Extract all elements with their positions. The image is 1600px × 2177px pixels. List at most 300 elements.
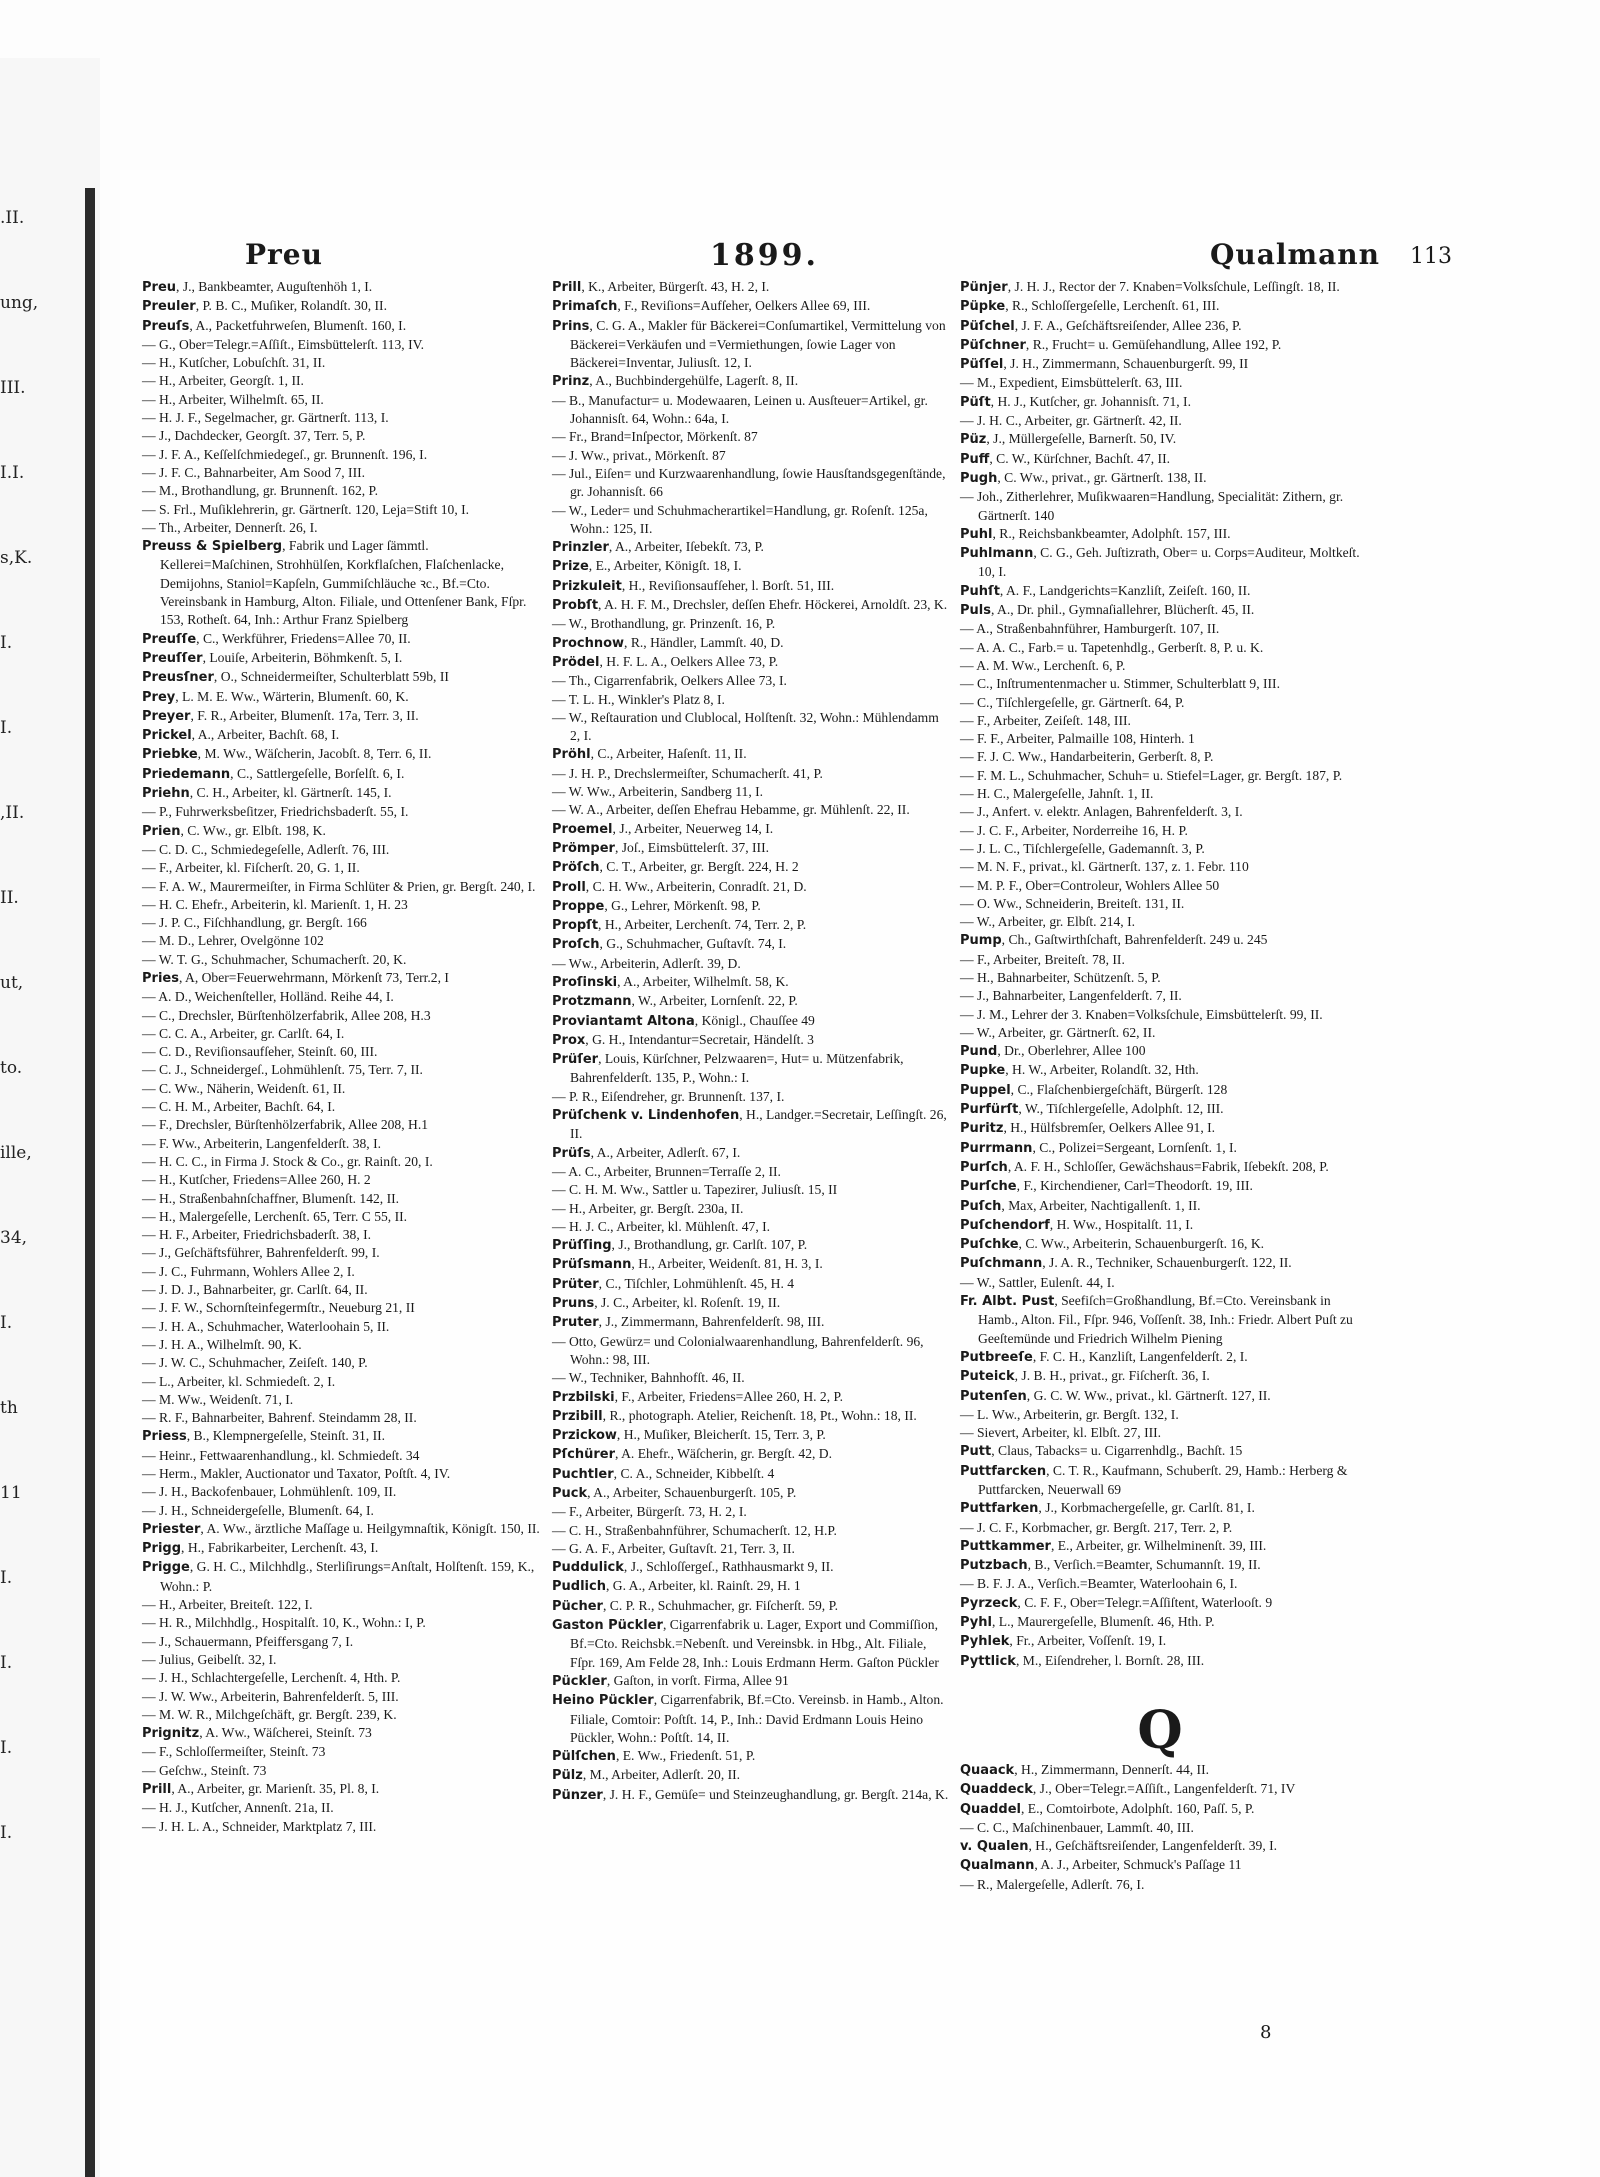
previous-page-fragment: I. <box>0 1738 13 1758</box>
entry-surname: Puſchendorf <box>960 1217 1050 1233</box>
directory-entry: — J. F. C., Bahnarbeiter, Am Sood 7, III. <box>142 464 366 480</box>
header-year: 1899. <box>710 238 819 273</box>
entry-surname: Prien <box>142 823 181 839</box>
directory-entry: Prey, L. M. E. Ww., Wärterin, Blumenſt. 60, K. <box>142 688 409 705</box>
previous-page-fragment: ung, <box>0 293 39 313</box>
previous-page-fragment: 11 <box>0 1483 22 1503</box>
directory-entry: — J., Bahnarbeiter, Langenfelderſt. 7, II. <box>960 988 1182 1004</box>
previous-page-fragment: s,K. <box>0 548 33 568</box>
directory-entry: — J., Dachdecker, Georgſt. 37, Terr. 5, P. <box>142 428 366 444</box>
entry-surname: Pücher <box>552 1598 603 1614</box>
previous-page-fragment: I. <box>0 1823 13 1843</box>
directory-entry: Proll, C. H. Ww., Arbeiterin, Conradſt. 21, D. <box>552 878 807 895</box>
entry-surname: Prüſchenk v. Lindenhofen <box>552 1108 740 1124</box>
previous-page-fragment: to. <box>0 1058 23 1078</box>
directory-entry: Przibill, R., photograph. Atelier, Reichenſt. 18, Pt., Wohn.: 18, II. <box>552 1407 917 1424</box>
letter-section-q <box>960 1701 1360 1761</box>
directory-entry: Püſchel, J. F. A., Geſchäftsreiſender, Allee 236, P. <box>960 317 1242 334</box>
directory-entry: — J. H. A., Wilhelmſt. 90, K. <box>142 1336 302 1352</box>
entry-surname: Putenſen <box>960 1388 1027 1404</box>
directory-entry: — A. M. Ww., Lerchenſt. 6, P. <box>960 657 1126 673</box>
directory-entry: Pünjer, J. H. J., Rector der 7. Knaben=Volksſchule, Leſſingſt. 18, II. <box>960 279 1340 295</box>
directory-entry: Putzbach, B., Verſich.=Beamter, Schumannſt. 19, II. <box>960 1557 1261 1574</box>
directory-entry: — F., Drechsler, Bürſtenhölzerfabrik, Allee 208, H.1 <box>142 1117 429 1133</box>
directory-entry: Purrmann, C., Polizei=Sergeant, Lornſenſt. 1, I. <box>960 1139 1237 1156</box>
previous-page-fragment: ille, <box>0 1143 32 1163</box>
directory-entry: — J. F. A., Keſſelſchmiedegeſ., gr. Brunnenſt. 196, I. <box>142 446 428 462</box>
entry-surname: Pünjer <box>960 280 1008 295</box>
directory-entry: Priebke, M. Ww., Wäſcherin, Jacobſt. 8, Terr. 6, II. <box>142 746 432 763</box>
directory-entry: Preuss & Spielberg, Fabrik und Lager ſämmtl. Kellerei=Maſchinen, Strohhülſen, Korkflaſchen, Flaſchenlacke, Demijohns, Staniol=Kapſeln, Gummiſchläuche ꝛc., Bf.=Cto. Vereinsbank in Hamburg, Alton. Filiale, und Ottenſener Bank, Fſpr. 153, Rotheſt. 64, Inh.: Arthur Franz Spielberg <box>142 538 527 628</box>
directory-entry: Priess, B., Klempnergeſelle, Steinſt. 31, II. <box>142 1428 386 1445</box>
directory-entry: — Ww., Arbeiterin, Adlerſt. 39, D. <box>552 955 741 971</box>
directory-entry: Priester, A. Ww., ärztliche Maſſage u. Heilgymnaſtik, Königſt. 150, II. <box>142 1520 540 1537</box>
directory-entry: — H., Kutſcher, Lobuſchſt. 31, II. <box>142 355 326 371</box>
directory-entry: Pyrzeck, C. F. F., Ober=Telegr.=Aſſiſtent, Waterlooſt. 9 <box>960 1594 1273 1611</box>
directory-entry: Przbilski, F., Arbeiter, Friedens=Allee 260, H. 2, P. <box>552 1388 843 1405</box>
directory-entry: Preuſſer, Louiſe, Arbeiterin, Böhmkenſt. 5, I. <box>142 649 403 666</box>
section-initial: Q <box>1137 1699 1183 1761</box>
entry-surname: Püſſel <box>960 357 1004 373</box>
directory-entry: Prüſchenk v. Lindenhofen, H., Landger.=Secretair, Leſſingſt. 26, II. <box>552 1107 947 1142</box>
directory-entry: Prömper, Joſ., Eimsbüttelerſt. 37, III. <box>552 839 769 856</box>
entry-surname: Pruns <box>552 1296 595 1312</box>
directory-entry: — Otto, Gewürz= und Colonialwaarenhandlung, Bahrenfelderſt. 96, Wohn.: 98, III. <box>552 1333 924 1367</box>
directory-entry: — F. M. L., Schuhmacher, Schuh= u. Stiefel=Lager, gr. Bergſt. 187, P. <box>960 767 1343 783</box>
previous-page-fragment: ut, <box>0 973 24 993</box>
directory-entry: — C. J., Schneidergeſ., Lohmühlenſt. 75, Terr. 7, II. <box>142 1062 423 1078</box>
entry-surname: Prins <box>552 318 590 334</box>
entry-surname: Preu <box>142 280 177 295</box>
directory-entry: Prigg, H., Fabrikarbeiter, Lerchenſt. 43, I. <box>142 1540 379 1557</box>
entry-surname: Püpke <box>960 299 1006 315</box>
entry-surname: Pruter <box>552 1315 599 1331</box>
directory-entry: Prill, A., Arbeiter, gr. Marienſt. 35, Pl. 8, I. <box>142 1781 380 1798</box>
directory-entry: — J. W. C., Schuhmacher, Zeiſeſt. 140, P. <box>142 1355 368 1371</box>
directory-entry: Purſche, F., Kirchendiener, Carl=Theodorſt. 19, III. <box>960 1178 1253 1195</box>
entry-surname: Pyhl <box>960 1615 992 1631</box>
entry-surname: Qualmann <box>960 1858 1035 1874</box>
directory-entry: — W., Arbeiter, gr. Elbſt. 214, I. <box>960 914 1136 930</box>
directory-entry: Primaſch, F., Reviſions=Aufſeher, Oelkers Allee 69, III. <box>552 298 871 315</box>
directory-entry: Prüter, C., Tiſchler, Lohmühlenſt. 45, H. 4 <box>552 1275 795 1292</box>
entry-surname: Prömper <box>552 840 615 856</box>
directory-entry: — J. Ww., privat., Mörkenſt. 87 <box>552 447 726 463</box>
directory-entry: — A. A. C., Farb.= u. Tapetenhdlg., Gerberſt. 8, P. u. K. <box>960 639 1264 655</box>
directory-entry: — J. H., Schneidergeſelle, Blumenſt. 64, I. <box>142 1502 374 1518</box>
directory-entry: — H., Arbeiter, Georgſt. 1, II. <box>142 373 304 389</box>
entry-surname: v. Qualen <box>960 1839 1029 1855</box>
directory-entry: — M., Expedient, Eimsbüttelerſt. 63, III. <box>960 375 1183 391</box>
directory-entry: — Geſchw., Steinſt. 73 <box>142 1762 267 1778</box>
entry-surname: Gaston Pückler <box>552 1618 663 1634</box>
directory-entry: Pröhl, C., Arbeiter, Haſenſt. 11, II. <box>552 746 747 763</box>
entry-surname: Pröhl <box>552 747 591 763</box>
directory-entry: Putt, Claus, Tabacks= u. Cigarrenhdlg., Bachſt. 15 <box>960 1443 1243 1460</box>
directory-entry: — H., Kutſcher, Friedens=Allee 260, H. 2 <box>142 1172 371 1188</box>
directory-entry: Puls, A., Dr. phil., Gymnaſiallehrer, Blücherſt. 45, II. <box>960 602 1255 619</box>
directory-entry: — Th., Arbeiter, Dennerſt. 26, I. <box>142 519 318 535</box>
entry-surname: Puhſt <box>960 583 1000 599</box>
directory-entry: — H., Straßenbahnſchaffner, Blumenſt. 142, II. <box>142 1190 400 1206</box>
directory-entry: — H. C. C., in Firma J. Stock & Co., gr. Rainſt. 20, I. <box>142 1153 433 1169</box>
previous-page-fragment: I. <box>0 633 13 653</box>
entry-surname: Pyttlick <box>960 1653 1016 1669</box>
directory-entry: Puhſt, A. F., Landgerichts=Kanzliſt, Zeiſeſt. 160, II. <box>960 582 1251 599</box>
entry-surname: Prinz <box>552 374 590 390</box>
entry-surname: Pünzer <box>552 1787 603 1803</box>
directory-entry: — F. Ww., Arbeiterin, Langenfelderſt. 38, I. <box>142 1135 382 1151</box>
directory-entry: — A. C., Arbeiter, Brunnen=Terraſſe 2, II. <box>552 1163 781 1179</box>
directory-entry: — S. Frl., Muſiklehrerin, gr. Gärtnerſt. 120, Leja=Stift 10, I. <box>142 501 470 517</box>
directory-entry: Proppe, G., Lehrer, Mörkenſt. 98, P. <box>552 897 761 914</box>
directory-entry: Propſt, H., Arbeiter, Lerchenſt. 74, Terr. 2, P. <box>552 917 807 934</box>
directory-entry: Pückler, Gaſton, in vorſt. Firma, Allee 91 <box>552 1672 789 1689</box>
directory-entry: — C. C., Maſchinenbauer, Lammſt. 40, III. <box>960 1819 1194 1835</box>
directory-entry: Pugh, C. Ww., privat., gr. Gärtnerſt. 138, II. <box>960 469 1207 486</box>
directory-entry: — J. H. L. A., Schneider, Marktplatz 7, III. <box>142 1818 377 1834</box>
directory-entry: Puchtler, C. A., Schneider, Kibbelſt. 4 <box>552 1465 775 1482</box>
directory-entry: Qualmann, A. J., Arbeiter, Schmuck's Paſſage 11 <box>960 1857 1242 1874</box>
entry-surname: Purrmann <box>960 1140 1033 1156</box>
entry-surname: Proemel <box>552 821 613 837</box>
directory-entry: — B., Manufactur= u. Modewaaren, Leinen u. Ausſteuer=Artikel, gr. Johannisſt. 64, Wohn.: 64a, I. <box>552 392 928 427</box>
entry-surname: Putbreeſe <box>960 1349 1033 1365</box>
entry-surname: Proppe <box>552 898 605 914</box>
directory-entry: — W., Arbeiter, gr. Gärtnerſt. 62, II. <box>960 1024 1156 1040</box>
directory-entry: — J. W. Ww., Arbeiterin, Bahrenfelderſt. 5, III. <box>142 1688 399 1704</box>
previous-page-fragment: ,II. <box>0 803 25 823</box>
entry-surname: Przbilski <box>552 1389 615 1405</box>
directory-entry: Pump, Ch., Gaſtwirthſchaft, Bahrenfelderſt. 249 u. 245 <box>960 932 1268 949</box>
directory-entry: — H., Arbeiter, gr. Bergſt. 230a, II. <box>552 1200 744 1216</box>
entry-surname: Püz <box>960 432 987 448</box>
directory-entry: Prüſsmann, H., Arbeiter, Weidenſt. 81, H. 3, I. <box>552 1256 823 1273</box>
directory-entry: — O. Ww., Schneiderin, Breiteſt. 131, II. <box>960 895 1185 911</box>
entry-surname: Prigge <box>142 1560 190 1576</box>
entry-surname: Przibill <box>552 1408 603 1424</box>
previous-page-fragment: .II. <box>0 208 25 228</box>
entry-surname: Proſch <box>552 937 600 953</box>
entry-surname: Puls <box>960 603 991 619</box>
entry-surname: Pund <box>960 1044 998 1060</box>
directory-entry: — H. C., Malergeſelle, Jahnſt. 1, II. <box>960 786 1154 802</box>
directory-entry: — J. P. C., Fiſchhandlung, gr. Bergſt. 166 <box>142 915 367 931</box>
entry-surname: Protzmann <box>552 994 632 1010</box>
directory-entry: Quaddel, E., Comtoirbote, Adolphſt. 160, Paſſ. 5, P. <box>960 1800 1255 1817</box>
entry-surname: Putt <box>960 1444 992 1460</box>
directory-entry: Pülz, M., Arbeiter, Adlerſt. 20, II. <box>552 1767 741 1784</box>
directory-entry: Pudlich, G. A., Arbeiter, kl. Rainſt. 29, H. 1 <box>552 1578 801 1595</box>
directory-entry: — J., Anfert. v. elektr. Anlagen, Bahrenfelderſt. 3, I. <box>960 804 1243 820</box>
entry-surname: Püſchel <box>960 318 1015 334</box>
directory-entry: Prinz, A., Buchbindergehülfe, Lagerſt. 8, II. <box>552 373 799 390</box>
directory-entry: — J. C. F., Arbeiter, Norderreihe 16, H. P. <box>960 822 1188 838</box>
entry-surname: Puritz <box>960 1121 1004 1137</box>
directory-entry: Prignitz, A. Ww., Wäſcherei, Steinſt. 73 <box>142 1725 372 1742</box>
directory-entry: — W. A., Arbeiter, deſſen Ehefrau Hebamme, gr. Mühlenſt. 22, II. <box>552 802 910 818</box>
directory-entry: — L., Arbeiter, kl. Schmiedeſt. 2, I. <box>142 1373 336 1389</box>
directory-entry: Pröſch, C. T., Arbeiter, gr. Bergſt. 224, H. 2 <box>552 859 799 876</box>
entry-surname: Püſchner <box>960 337 1026 353</box>
directory-entry: — G., Ober=Telegr.=Aſſiſt., Eimsbüttelerſt. 113, IV. <box>142 336 425 352</box>
entry-surname: Puck <box>552 1486 588 1501</box>
directory-entry: Puppel, C., Flaſchenbiergeſchäft, Bürgerſt. 128 <box>960 1081 1228 1098</box>
directory-entry: Prize, E., Arbeiter, Königſt. 18, I. <box>552 558 742 575</box>
directory-entry: Priedemann, C., Sattlergeſelle, Borſelſt. 6, I. <box>142 765 405 782</box>
directory-entry: Püſchner, R., Frucht= u. Gemüſehandlung, Allee 192, P. <box>960 336 1282 353</box>
directory-entry: Quaddeck, J., Ober=Telegr.=Aſſiſt., Langenfelderſt. 71, IV <box>960 1781 1296 1798</box>
previous-page-fragment: I. <box>0 1653 13 1673</box>
column-1 <box>142 278 542 1836</box>
directory-entry: — W., Techniker, Bahnhofſt. 46, II. <box>552 1370 745 1386</box>
directory-entry: Prüſſing, J., Brothandlung, gr. Carlſt. 107, P. <box>552 1237 808 1254</box>
entry-surname: Pröſch <box>552 860 600 876</box>
entry-surname: Propſt <box>552 918 599 934</box>
entry-surname: Preyer <box>142 708 191 724</box>
entry-surname: Prox <box>552 1032 586 1048</box>
entry-surname: Puddulick <box>552 1560 624 1576</box>
previous-page-fragment: II. <box>0 888 19 908</box>
directory-entry: — M. N. F., privat., kl. Gärtnerſt. 137, z. 1. Febr. 110 <box>960 859 1249 875</box>
directory-entry: — Heinr., Fettwaarenhandlung., kl. Schmiedeſt. 34 <box>142 1447 420 1463</box>
directory-entry: — M. Ww., Weidenſt. 71, I. <box>142 1391 294 1407</box>
directory-entry: — J. H. P., Drechslermeiſter, Schumacherſt. 41, P. <box>552 765 823 781</box>
directory-entry: — B. F. J. A., Verſich.=Beamter, Waterloohain 6, I. <box>960 1576 1238 1592</box>
directory-entry: Prüſer, Louis, Kürſchner, Pelzwaaren=, Hut= u. Mützenfabrik, Bahrenfelderſt. 135, P., Wohn.: I. <box>552 1051 904 1086</box>
directory-entry: — J. H. C., Arbeiter, gr. Gärtnerſt. 42, II. <box>960 413 1182 429</box>
directory-entry: Pſchürer, A. Ehefr., Wäſcherin, gr. Bergſt. 42, D. <box>552 1446 833 1463</box>
directory-entry: — Jul., Eiſen= und Kurzwaarenhandlung, ſowie Hausſtandsgegenſtände, gr. Johannisſt. 66 <box>552 465 946 500</box>
directory-entry: — G. A. F., Arbeiter, Guſtavſt. 21, Terr. 3, II. <box>552 1540 795 1556</box>
entry-surname: Prüſsmann <box>552 1257 632 1273</box>
previous-page-fragment: I. <box>0 1313 13 1333</box>
directory-entry: Puff, C. W., Kürſchner, Bachſt. 47, II. <box>960 450 1171 467</box>
directory-entry: Prigge, G. H. C., Milchhdlg., Sterliſirungs=Anſtalt, Holſtenſt. 159, K., Wohn.: P. <box>142 1559 535 1594</box>
directory-entry: — J. H. A., Schuhmacher, Waterloohain 5, II. <box>142 1318 390 1334</box>
directory-entry: — L. Ww., Arbeiterin, gr. Bergſt. 132, I. <box>960 1406 1179 1422</box>
entry-surname: Priebke <box>142 747 198 763</box>
directory-entry: — H. F., Arbeiter, Friedrichsbaderſt. 38, I. <box>142 1227 372 1243</box>
directory-entry: Pücher, C. P. R., Schuhmacher, gr. Fiſcherſt. 59, P. <box>552 1597 839 1614</box>
directory-entry: — H., Bahnarbeiter, Schützenſt. 5, P. <box>960 969 1161 985</box>
entry-surname: Puttfarcken <box>960 1463 1047 1479</box>
entry-surname: Prinzler <box>552 540 609 556</box>
directory-entry: — F., Arbeiter, Zeiſeſt. 148, III. <box>960 712 1131 728</box>
directory-entry: — F., Arbeiter, Breiteſt. 78, II. <box>960 951 1125 967</box>
entry-surname: Puhl <box>960 526 993 542</box>
entry-surname: Pries <box>142 970 179 986</box>
entry-surname: Pupke <box>960 1063 1006 1079</box>
directory-entry: — W., Sattler, Eulenſt. 44, I. <box>960 1274 1115 1290</box>
entry-surname: Pump <box>960 933 1002 949</box>
directory-entry: — C. H. M. Ww., Sattler u. Tapezirer, Juliusſt. 15, II <box>552 1182 838 1198</box>
directory-entry: Pupke, H. W., Arbeiter, Rolandſt. 32, Hth. <box>960 1062 1199 1079</box>
directory-entry: Puſchke, C. Ww., Arbeiterin, Schauenburgerſt. 16, K. <box>960 1236 1265 1253</box>
directory-entry: Püſſel, J. H., Zimmermann, Schauenburgerſt. 99, II <box>960 356 1249 373</box>
previous-page-fragment: III. <box>0 378 26 398</box>
entry-surname: Proll <box>552 879 586 895</box>
entry-surname: Pyhlek <box>960 1634 1010 1650</box>
directory-entry: Prödel, H. F. L. A., Oelkers Allee 73, P. <box>552 653 779 670</box>
directory-entry: Puck, A., Arbeiter, Schauenburgerſt. 105, P. <box>552 1485 797 1501</box>
directory-entry: Puſchmann, J. A. R., Techniker, Schauenburgerſt. 122, II. <box>960 1255 1292 1272</box>
directory-entry: — F. J. C. Ww., Handarbeiterin, Gerberſt. 8, P. <box>960 749 1214 765</box>
directory-entry: — J., Geſchäftsführer, Bahrenfelderſt. 99, I. <box>142 1245 380 1261</box>
directory-entry: Puſchendorf, H. Ww., Hospitalſt. 11, I. <box>960 1216 1194 1233</box>
previous-page-fragment: I. <box>0 1568 13 1588</box>
directory-entry: Heino Pückler, Cigarrenfabrik, Bf.=Cto. Vereinsb. in Hamb., Alton. Filiale, Comtoir: Poſtſt. 14, P., Inh.: David Erdmann Louis Heino Pückler, Wohn.: Poſtſt. 14, II. <box>552 1692 944 1745</box>
directory-page <box>120 170 1580 2177</box>
entry-surname: Pugh <box>960 470 998 486</box>
directory-entry: — W., Brothandlung, gr. Prinzenſt. 16, P. <box>552 616 776 632</box>
directory-entry: — C., Tiſchlergeſelle, gr. Gärtnerſt. 64, P. <box>960 694 1185 710</box>
header-last-entry: Qualmann <box>1210 238 1381 271</box>
directory-entry: Preuler, P. B. C., Muſiker, Rolandſt. 30, II. <box>142 298 387 315</box>
entry-surname: Prüſs <box>552 1145 591 1161</box>
entry-surname: Preuſs <box>142 318 190 334</box>
column-2 <box>552 278 952 1805</box>
directory-entry: — Th., Cigarrenfabrik, Oelkers Allee 73, I. <box>552 673 787 689</box>
entry-surname: Quaack <box>960 1762 1015 1778</box>
directory-entry: Pries, A, Ober=Feuerwehrmann, Mörkenſt 73, Terr.2, I <box>142 969 449 986</box>
directory-entry: Pruns, J. C., Arbeiter, kl. Roſenſt. 19, II. <box>552 1295 781 1312</box>
directory-entry: — C. H. M., Arbeiter, Bachſt. 64, I. <box>142 1099 336 1115</box>
directory-entry: — H. C. Ehefr., Arbeiterin, kl. Marienſt. 1, H. 23 <box>142 896 408 912</box>
entry-surname: Puſchke <box>960 1237 1019 1253</box>
directory-entry: Purfürſt, W., Tiſchlergeſelle, Adolphſt. 12, III. <box>960 1101 1224 1118</box>
directory-entry: — M., Brothandlung, gr. Brunnenſt. 162, P. <box>142 483 379 499</box>
directory-entry: Puteick, J. B. H., privat., gr. Fiſcherſt. 36, I. <box>960 1368 1210 1385</box>
directory-entry: — F., Arbeiter, kl. Fiſcherſt. 20, G. 1, II. <box>142 860 360 876</box>
directory-entry: Puſch, Max, Arbeiter, Nachtigallenſt. 1, II. <box>960 1197 1201 1214</box>
entry-surname: Prüſer <box>552 1052 599 1068</box>
directory-entry: Puttfarken, J., Korbmachergeſelle, gr. Carlſt. 81, I. <box>960 1500 1255 1517</box>
directory-entry: Preusſner, O., Schneidermeiſter, Schulterblatt 59b, II <box>142 669 449 686</box>
directory-entry: — H. J. C., Arbeiter, kl. Mühlenſt. 47, I. <box>552 1218 771 1234</box>
directory-entry: Puttkammer, E., Arbeiter, gr. Wilhelminenſt. 39, III. <box>960 1537 1267 1554</box>
directory-entry: — A., Straßenbahnführer, Hamburgerſt. 107, II. <box>960 621 1220 637</box>
directory-entry: — H., Arbeiter, Wilhelmſt. 65, II. <box>142 391 324 407</box>
entry-surname: Primaſch <box>552 299 618 315</box>
signature-mark: 8 <box>1260 2022 1272 2043</box>
directory-entry: Protzmann, W., Arbeiter, Lornſenſt. 22, P. <box>552 993 798 1010</box>
directory-entry: — M. W. R., Milchgeſchäft, gr. Bergſt. 239, K. <box>142 1706 397 1722</box>
directory-entry: — R., Malergeſelle, Adlerſt. 76, I. <box>960 1876 1145 1892</box>
directory-entry: Putbreeſe, F. C. H., Kanzliſt, Langenfelderſt. 2, I. <box>960 1348 1248 1365</box>
entry-surname: Fr. Albt. Pust <box>960 1294 1055 1310</box>
directory-entry: Prüſs, A., Arbeiter, Adlerſt. 67, I. <box>552 1144 741 1161</box>
directory-entry: Prickel, A., Arbeiter, Bachſt. 68, I. <box>142 727 340 744</box>
entry-surname: Purfürſt <box>960 1102 1019 1118</box>
directory-entry: — W., Leder= und Schuhmacherartikel=Handlung, gr. Roſenſt. 125a, Wohn.: 125, II. <box>552 502 928 536</box>
entry-surname: Pülz <box>552 1768 583 1784</box>
previous-page-strip <box>0 58 100 2177</box>
entry-surname: Pückler <box>552 1673 607 1689</box>
directory-entry: Purſch, A. F. H., Schloſſer, Gewächshaus=Fabrik, Iſebekſt. 208, P. <box>960 1158 1329 1175</box>
previous-page-fragment: 34, <box>0 1228 28 1248</box>
directory-entry: — T. L. H., Winkler's Platz 8, I. <box>552 691 725 707</box>
directory-entry: Probſt, A. H. F. M., Drechsler, deſſen Ehefr. Höckerei, Arnoldſt. 23, K. <box>552 597 948 614</box>
directory-entry: Prien, C. Ww., gr. Elbſt. 198, K. <box>142 822 326 839</box>
directory-entry: Puttfarcken, C. T. R., Kaufmann, Schuberſt. 29, Hamb.: Herberg & Puttfarcken, Neuerwall 69 <box>960 1462 1348 1497</box>
directory-entry: Preuſſe, C., Werkführer, Friedens=Allee 70, II. <box>142 630 411 647</box>
directory-entry: — C. H., Straßenbahnführer, Schumacherſt. 12, H.P. <box>552 1522 837 1538</box>
directory-entry: Pruter, J., Zimmermann, Bahrenfelderſt. 98, III. <box>552 1314 825 1331</box>
directory-entry: — H., Malergeſelle, Lerchenſt. 65, Terr. C 55, II. <box>142 1208 408 1224</box>
entry-surname: Quaddeck <box>960 1782 1033 1798</box>
directory-entry: — C. C. A., Arbeiter, gr. Carlſt. 64, I. <box>142 1025 345 1041</box>
directory-entry: — J. L. C., Tiſchlergeſelle, Gademannſt. 3, P. <box>960 840 1205 856</box>
entry-surname: Preusſner <box>142 670 214 686</box>
directory-entry: Pund, Dr., Oberlehrer, Allee 100 <box>960 1043 1146 1060</box>
entry-surname: Prill <box>142 1782 172 1798</box>
directory-entry: Pyhlek, Fr., Arbeiter, Voſſenſt. 19, I. <box>960 1633 1167 1650</box>
directory-entry: v. Qualen, H., Geſchäftsreiſender, Langenfelderſt. 39, I. <box>960 1838 1278 1855</box>
directory-entry: — F. A. W., Maurermeiſter, in Firma Schlüter & Prien, gr. Bergſt. 240, I. <box>142 878 536 894</box>
entry-surname: Puttkammer <box>960 1538 1051 1554</box>
entry-surname: Prigg <box>142 1541 182 1557</box>
directory-entry: Prochnow, R., Händler, Lammſt. 40, D. <box>552 634 784 651</box>
directory-entry: — P. R., Eiſendreher, gr. Brunnenſt. 137, I. <box>552 1088 785 1104</box>
entry-surname: Purſche <box>960 1179 1017 1195</box>
entry-surname: Puteick <box>960 1369 1015 1385</box>
directory-entry: — J. C. F., Korbmacher, gr. Bergſt. 217, Terr. 2, P. <box>960 1519 1233 1535</box>
directory-entry: — W. T. G., Schuhmacher, Schumacherſt. 20, K. <box>142 951 407 967</box>
directory-entry: Püz, J., Müllergeſelle, Barnerſt. 50, IV. <box>960 431 1177 448</box>
directory-entry: Puhl, R., Reichsbankbeamter, Adolphſt. 157, III. <box>960 525 1231 542</box>
directory-entry: — C., Drechsler, Bürſtenhölzerfabrik, Allee 208, H.3 <box>142 1007 431 1023</box>
directory-entry: Püpke, R., Schloſſergeſelle, Lerchenſt. 61, III. <box>960 298 1220 315</box>
entry-surname: Puttfarken <box>960 1501 1039 1517</box>
directory-entry: Preu, J., Bankbeamter, Auguſtenhöh 1, I. <box>142 279 373 295</box>
directory-entry: — C., Inſtrumentenmacher u. Stimmer, Schulterblatt 9, III. <box>960 676 1280 692</box>
directory-entry: Prill, K., Arbeiter, Bürgerſt. 43, H. 2, I. <box>552 279 770 295</box>
directory-entry: — M. P. F., Ober=Controleur, Wohlers Allee 50 <box>960 877 1220 893</box>
previous-page-fragment: I. <box>0 718 13 738</box>
entry-surname: Prüſſing <box>552 1238 612 1254</box>
directory-entry: Proſinski, A., Arbeiter, Wilhelmſt. 58, K. <box>552 973 789 990</box>
entry-surname: Prüter <box>552 1276 599 1292</box>
directory-entry: — Fr., Brand=Inſpector, Mörkenſt. 87 <box>552 429 758 445</box>
directory-entry: — H. R., Milchhdlg., Hospitalſt. 10, K., Wohn.: I, P. <box>142 1615 426 1631</box>
directory-entry: Priehn, C. H., Arbeiter, kl. Gärtnerſt. 145, I. <box>142 785 392 802</box>
header-first-entry: Preu <box>245 238 323 271</box>
entry-surname: Proſinski <box>552 974 618 990</box>
entry-surname: Proviantamt Altona <box>552 1013 695 1029</box>
entry-surname: Pülſchen <box>552 1749 616 1765</box>
directory-entry: — W. Ww., Arbeiterin, Sandberg 11, I. <box>552 784 764 800</box>
directory-entry: Preyer, F. R., Arbeiter, Blumenſt. 17a, Terr. 3, II. <box>142 707 419 724</box>
entry-surname: Quaddel <box>960 1801 1021 1817</box>
entry-surname: Prize <box>552 559 589 575</box>
entry-surname: Pſchürer <box>552 1447 616 1463</box>
entry-surname: Putzbach <box>960 1558 1028 1574</box>
directory-entry: — P., Fuhrwerksbeſitzer, Friedrichsbaderſt. 55, I. <box>142 804 409 820</box>
directory-entry: Preuſs, A., Packetfuhrweſen, Blumenſt. 160, I. <box>142 317 407 334</box>
previous-page-fragment: I.I. <box>0 463 25 483</box>
directory-entry: — A. D., Weichenſteller, Holländ. Reihe 44, I. <box>142 989 394 1005</box>
entry-surname: Preuſſe <box>142 631 197 647</box>
entry-surname: Preuler <box>142 299 196 315</box>
directory-entry: Pyhl, L., Maurergeſelle, Blumenſt. 46, Hth. P. <box>960 1614 1215 1631</box>
entry-surname: Prignitz <box>142 1726 200 1742</box>
directory-entry: Putenſen, G. C. W. Ww., privat., kl. Gärtnerſt. 127, II. <box>960 1387 1271 1404</box>
directory-entry: Prox, G. H., Intendantur=Secretair, Händelſt. 3 <box>552 1031 814 1048</box>
directory-entry: Przickow, H., Muſiker, Bleicherſt. 15, Terr. 3, P. <box>552 1427 826 1444</box>
previous-page-fragment: th <box>0 1398 18 1418</box>
directory-entry: — Sievert, Arbeiter, kl. Elbſt. 27, III. <box>960 1425 1162 1441</box>
